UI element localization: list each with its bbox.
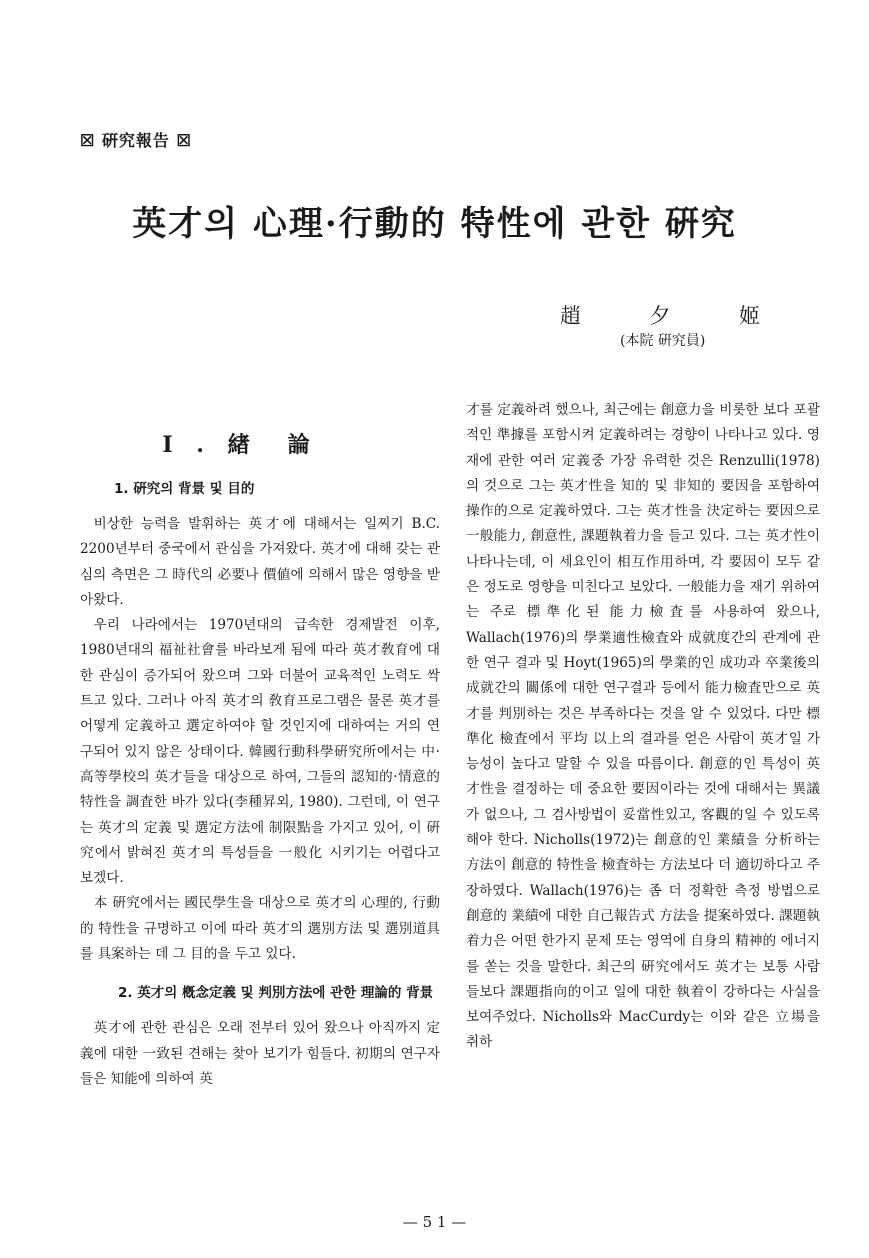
subsection-heading-background: 1. 硏究의 背景 및 目的 — [114, 481, 255, 497]
body-paragraph: 英才에 관한 관심은 오래 전부터 있어 왔으나 아직까지 定義에 대한 一致된 견해는 찾아 보기가 힘들다. 初期의 연구자들은 知能에 의하여 英 — [80, 1020, 440, 1087]
section-heading-introduction: I . 緖 論 — [162, 432, 318, 458]
right-column — [466, 398, 820, 1056]
author-name-char: 趙 — [560, 304, 581, 328]
paper-title: 英才의 心理·行動的 特性에 관한 硏究 — [132, 204, 737, 244]
subsection-heading-theory: 2. 英才의 槪念定義 및 判別方法에 관한 理論的 背景 — [118, 985, 434, 1002]
author-name-char: 姬 — [739, 304, 760, 328]
body-paragraph: 비상한 능력을 발휘하는 英才에 대해서는 일찌기 B.C. 2200년부터 중국에서 관심을 가져왔다. 英才에 대해 갖는 관심의 측면은 그 時代의 必要나 價値에 의해서 많은 영향을 받아왔다. — [80, 516, 440, 608]
author-name — [560, 300, 760, 330]
author-affiliation: (本院 硏究員) — [620, 333, 706, 349]
body-paragraph: 本 硏究에서는 國民學生을 대상으로 英才의 心理的, 行動的 特性을 규명하고 이에 따라 英才의 選別方法 및 選別道具를 具案하는 데 그 目的을 두고 있다. — [80, 895, 440, 963]
author-name-char: 夕 — [649, 304, 671, 328]
left-column — [80, 408, 440, 1092]
body-paragraph: 우리 나라에서는 1970년대의 급속한 경제발전 이후, 1980년대의 福祉社會를 바라보게 됨에 따라 英才敎育에 대한 관심이 증가되어 왔으며 그와 더불어 교육적인 노력도 싹트고 있다. 그러나 아직 英才의 敎育프로그램은 물론 英才를 어떻게 定義하고 選定하여야 할 것인지에 대하여는 거의 연구되어 있지 않은 상태이다. 韓國行動科學硏究所에서는 中·高等學校의 英才들을 대상으로 하여, 그들의 認知的·情意的 特性을 調査한 바가 있다(李種昇외, 1980). 그런데, 이 연구는 英才의 定義 및 選定方法에 制限點을 가지고 있어, 이 硏究에서 밝혀진 英才의 특성들을 一般化 시키기는 어렵다고 보겠다. — [80, 617, 440, 887]
page-number: — 5 1 — — [402, 1213, 467, 1231]
body-paragraph: 才를 定義하려 했으나, 최근에는 創意力을 비롯한 보다 포괄적인 準據를 포함시켜 定義하려는 경향이 나타나고 있다. 영재에 관한 여러 定義중 가장 유력한 것은 Renzulli(1978)의 것으로 그는 英才性을 知的 및 非知的 要因을 포함하여 操作的으로 定義하였다. 그는 英才性을 決定하는 要因으로 一般能力, 創意性, 課題執着力을 들고 있다. 그는 英才性이 나타나는데, 이 세요인이 相互作用하며, 각 要因이 모두 같은 정도로 영향을 미친다고 보았다. 一般能力을 재기 위하여는 주로 標準化된 能力檢査를 사용하여 왔으나, Wallach(1976)의 學業適性檢査와 成就度간의 관계에 관한 연구 결과 및 Hoyt(1965)의 學業的인 成功과 卒業後의 成就간의 關係에 대한 연구결과 등에서 能力檢査만으로 英才를 判別하는 것은 부족하다는 것을 알 수 있었다. 다만 標準化 檢査에서 平均 以上의 결과를 얻은 사람이 英才일 가능성이 높다고 말할 수 있을 따름이다. 創意的인 특성이 英才性을 결정하는 데 중요한 要因이라는 것에 대해서는 異議가 없으나, 그 검사방법이 妥當性있고, 客觀的일 수 있도록 해야 한다. Nicholls(1972)는 創意的인 業績을 分析하는 方法이 創意的 特性을 檢査하는 方法보다 더 適切하다고 주장하였다. Wallach(1976)는 좀 더 정확한 측정 방법으로 創意的 業績에 대한 自己報告式 方法을 提案하였다. 課題執着力은 어떤 한가지 문제 또는 영역에 自身의 精神的 에너지를 쏟는 것을 말한다. 최근의 硏究에서도 英才는 보통 사람들보다 課題指向的이고 일에 대한 執着이 강하다는 사실을 보여주었다. Nicholls와 MacCurdy는 이와 같은 立場을 취하 — [466, 402, 820, 1051]
report-category-tag: ☒ 硏究報告 ☒ — [80, 131, 192, 150]
